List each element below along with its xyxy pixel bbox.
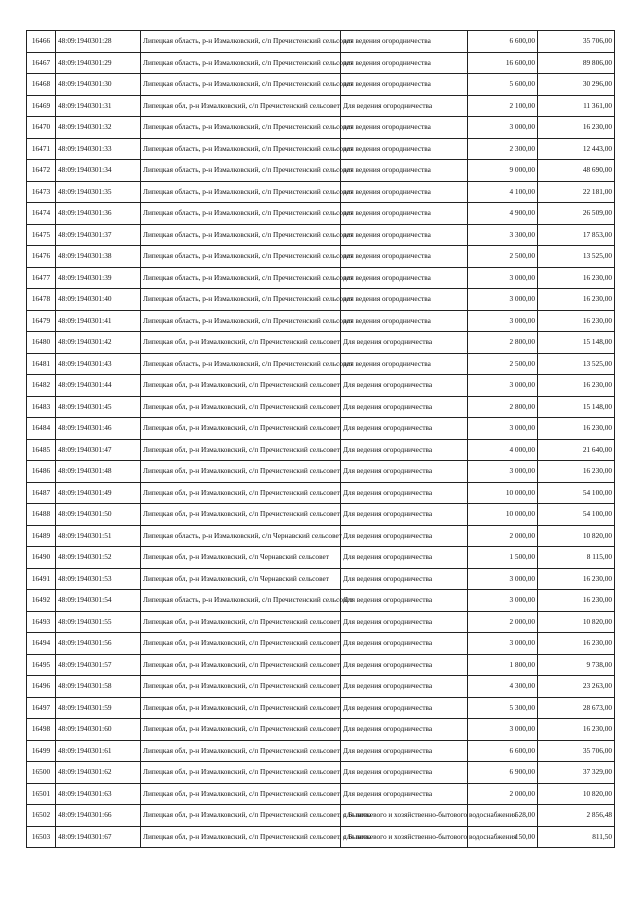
cadastral-value-cell: 54 100,00 bbox=[538, 482, 615, 504]
permitted-use-cell: Для ведения огородничества bbox=[341, 783, 468, 805]
area-cell: 2 000,00 bbox=[468, 783, 538, 805]
cadastral-number-cell: 48:09:1940301:43 bbox=[56, 353, 141, 375]
address-cell: Липецкая обл, р-н Измалковский, с/п Пречистенский сельсовет bbox=[141, 439, 341, 461]
permitted-use-cell: для ведения огородничества bbox=[341, 117, 468, 139]
cadastral-number-cell: 48:09:1940301:48 bbox=[56, 461, 141, 483]
table-row bbox=[27, 826, 615, 848]
row-number-cell: 16482 bbox=[27, 375, 56, 397]
address-cell: Липецкая область, р-н Измалковский, с/п Пречистенский сельсовет bbox=[141, 224, 341, 246]
table-row bbox=[27, 31, 615, 53]
cadastral-number-cell: 48:09:1940301:29 bbox=[56, 52, 141, 74]
address-cell: Липецкая обл, р-н Измалковский, с/п Пречистенский сельсовет bbox=[141, 676, 341, 698]
permitted-use-cell: для ведения огородничества bbox=[341, 74, 468, 96]
permitted-use-cell: Для ведения огородничества bbox=[341, 676, 468, 698]
row-number-cell: 16492 bbox=[27, 590, 56, 612]
address-cell: Липецкая область, р-н Измалковский, с/п Пречистенский сельсовет bbox=[141, 353, 341, 375]
area-cell: 150,00 bbox=[468, 826, 538, 848]
cadastral-number-cell: 48:09:1940301:53 bbox=[56, 568, 141, 590]
permitted-use-cell: Для ведения огородничества bbox=[341, 504, 468, 526]
row-number-cell: 16468 bbox=[27, 74, 56, 96]
permitted-use-cell: для ведения огородничества bbox=[341, 31, 468, 53]
table-row bbox=[27, 740, 615, 762]
area-cell: 3 000,00 bbox=[468, 719, 538, 741]
address-cell: Липецкая область, р-н Измалковский, с/п Пречистенский сельсовет bbox=[141, 31, 341, 53]
row-number-cell: 16484 bbox=[27, 418, 56, 440]
address-cell: Липецкая обл, р-н Измалковский, с/п Пречистенский сельсовет bbox=[141, 740, 341, 762]
permitted-use-cell: Для ведения огородничества bbox=[341, 633, 468, 655]
area-cell: 2 800,00 bbox=[468, 396, 538, 418]
row-number-cell: 16469 bbox=[27, 95, 56, 117]
permitted-use-cell: для ведения огородничества bbox=[341, 310, 468, 332]
address-cell: Липецкая обл, р-н Измалковский, с/п Пречистенский сельсовет bbox=[141, 482, 341, 504]
cadastral-value-cell: 89 806,00 bbox=[538, 52, 615, 74]
address-cell: Липецкая обл, р-н Измалковский, с/п Пречистенский сельсовет bbox=[141, 461, 341, 483]
row-number-cell: 16478 bbox=[27, 289, 56, 311]
cadastral-value-cell: 13 525,00 bbox=[538, 353, 615, 375]
cadastral-number-cell: 48:09:1940301:57 bbox=[56, 654, 141, 676]
address-cell: Липецкая обл, р-н Измалковский, с/п Пречистенский сельсовет bbox=[141, 783, 341, 805]
cadastral-number-cell: 48:09:1940301:51 bbox=[56, 525, 141, 547]
address-cell: Липецкая область, р-н Измалковский, с/п Пречистенский сельсовет bbox=[141, 310, 341, 332]
row-number-cell: 16500 bbox=[27, 762, 56, 784]
row-number-cell: 16483 bbox=[27, 396, 56, 418]
permitted-use-cell: Для ведения огородничества bbox=[341, 461, 468, 483]
address-cell: Липецкая обл, р-н Измалковский, с/п Пречистенский сельсовет bbox=[141, 396, 341, 418]
table-row bbox=[27, 396, 615, 418]
permitted-use-cell: для питьевого и хозяйственно-бытового водоснабжения bbox=[341, 826, 468, 848]
permitted-use-cell: для ведения огородничества bbox=[341, 353, 468, 375]
cadastral-value-cell: 16 230,00 bbox=[538, 310, 615, 332]
cadastral-value-cell: 28 673,00 bbox=[538, 697, 615, 719]
cadastral-number-cell: 48:09:1940301:47 bbox=[56, 439, 141, 461]
cadastral-value-cell: 16 230,00 bbox=[538, 418, 615, 440]
area-cell: 4 100,00 bbox=[468, 181, 538, 203]
row-number-cell: 16471 bbox=[27, 138, 56, 160]
area-cell: 3 000,00 bbox=[468, 375, 538, 397]
permitted-use-cell: для ведения огородничества bbox=[341, 52, 468, 74]
permitted-use-cell: для ведения огородничества bbox=[341, 203, 468, 225]
cadastral-number-cell: 48:09:1940301:37 bbox=[56, 224, 141, 246]
table-row bbox=[27, 95, 615, 117]
cadastral-value-cell: 11 361,00 bbox=[538, 95, 615, 117]
row-number-cell: 16489 bbox=[27, 525, 56, 547]
table-row bbox=[27, 224, 615, 246]
cadastral-number-cell: 48:09:1940301:31 bbox=[56, 95, 141, 117]
cadastral-number-cell: 48:09:1940301:58 bbox=[56, 676, 141, 698]
table-row bbox=[27, 375, 615, 397]
permitted-use-cell: для питьевого и хозяйственно-бытового водоснабжения bbox=[341, 805, 468, 827]
address-cell: Липецкая область, р-н Измалковский, с/п Пречистенский сельсовет bbox=[141, 74, 341, 96]
permitted-use-cell: для ведения огородничества bbox=[341, 246, 468, 268]
area-cell: 3 000,00 bbox=[468, 461, 538, 483]
area-cell: 9 000,00 bbox=[468, 160, 538, 182]
permitted-use-cell: для ведения огородничества bbox=[341, 160, 468, 182]
cadastral-number-cell: 48:09:1940301:49 bbox=[56, 482, 141, 504]
row-number-cell: 16501 bbox=[27, 783, 56, 805]
cadastral-value-cell: 15 148,00 bbox=[538, 396, 615, 418]
cadastral-value-cell: 16 230,00 bbox=[538, 568, 615, 590]
cadastral-number-cell: 48:09:1940301:35 bbox=[56, 181, 141, 203]
address-cell: Липецкая обл, р-н Измалковский, с/п Пречистенский сельсовет bbox=[141, 762, 341, 784]
address-cell: Липецкая область, р-н Измалковский, с/п Пречистенский сельсовет bbox=[141, 246, 341, 268]
area-cell: 528,00 bbox=[468, 805, 538, 827]
cadastral-value-cell: 35 706,00 bbox=[538, 740, 615, 762]
address-cell: Липецкая обл, р-н Измалковский, с/п Пречистенский сельсовет, с Быково bbox=[141, 805, 341, 827]
cadastral-value-cell: 8 115,00 bbox=[538, 547, 615, 569]
table-row bbox=[27, 654, 615, 676]
permitted-use-cell: для ведения огородничества bbox=[341, 181, 468, 203]
cadastral-number-cell: 48:09:1940301:28 bbox=[56, 31, 141, 53]
permitted-use-cell: Для ведения огородничества bbox=[341, 396, 468, 418]
table-row bbox=[27, 461, 615, 483]
table-row bbox=[27, 568, 615, 590]
table-row bbox=[27, 805, 615, 827]
address-cell: Липецкая обл, р-н Измалковский, с/п Чернавский сельсовет bbox=[141, 547, 341, 569]
cadastral-value-cell: 9 738,00 bbox=[538, 654, 615, 676]
permitted-use-cell: Для ведения огородничества bbox=[341, 762, 468, 784]
cadastral-value-cell: 12 443,00 bbox=[538, 138, 615, 160]
cadastral-value-cell: 15 148,00 bbox=[538, 332, 615, 354]
address-cell: Липецкая обл, р-н Измалковский, с/п Чернавский сельсовет bbox=[141, 568, 341, 590]
table-row bbox=[27, 418, 615, 440]
table-row bbox=[27, 611, 615, 633]
address-cell: Липецкая область, р-н Измалковский, с/п Пречистенский сельсовет bbox=[141, 181, 341, 203]
table-row bbox=[27, 676, 615, 698]
permitted-use-cell: Для ведения огородничества bbox=[341, 332, 468, 354]
cadastral-value-cell: 22 181,00 bbox=[538, 181, 615, 203]
cadastral-value-cell: 48 690,00 bbox=[538, 160, 615, 182]
area-cell: 2 000,00 bbox=[468, 525, 538, 547]
table-row bbox=[27, 332, 615, 354]
table-row bbox=[27, 117, 615, 139]
cadastral-number-cell: 48:09:1940301:54 bbox=[56, 590, 141, 612]
table-row bbox=[27, 310, 615, 332]
cadastral-number-cell: 48:09:1940301:36 bbox=[56, 203, 141, 225]
row-number-cell: 16466 bbox=[27, 31, 56, 53]
cadastral-number-cell: 48:09:1940301:67 bbox=[56, 826, 141, 848]
area-cell: 2 100,00 bbox=[468, 95, 538, 117]
address-cell: Липецкая обл, р-н Измалковский, с/п Пречистенский сельсовет bbox=[141, 697, 341, 719]
area-cell: 3 000,00 bbox=[468, 633, 538, 655]
address-cell: Липецкая область, р-н Измалковский, с/п Пречистенский сельсовет bbox=[141, 52, 341, 74]
row-number-cell: 16477 bbox=[27, 267, 56, 289]
table-row bbox=[27, 160, 615, 182]
area-cell: 3 000,00 bbox=[468, 590, 538, 612]
cadastral-value-cell: 10 820,00 bbox=[538, 611, 615, 633]
address-cell: Липецкая обл, р-н Измалковский, с/п Пречистенский сельсовет bbox=[141, 633, 341, 655]
area-cell: 5 300,00 bbox=[468, 697, 538, 719]
table-row bbox=[27, 633, 615, 655]
cadastral-value-cell: 16 230,00 bbox=[538, 461, 615, 483]
cadastral-number-cell: 48:09:1940301:60 bbox=[56, 719, 141, 741]
permitted-use-cell: Для ведения огородничества bbox=[341, 547, 468, 569]
permitted-use-cell: Для ведения огородничества bbox=[341, 740, 468, 762]
row-number-cell: 16473 bbox=[27, 181, 56, 203]
table-row bbox=[27, 52, 615, 74]
cadastral-number-cell: 48:09:1940301:62 bbox=[56, 762, 141, 784]
permitted-use-cell: Для ведения огородничества bbox=[341, 95, 468, 117]
area-cell: 3 000,00 bbox=[468, 310, 538, 332]
table-row bbox=[27, 138, 615, 160]
cadastral-number-cell: 48:09:1940301:40 bbox=[56, 289, 141, 311]
row-number-cell: 16467 bbox=[27, 52, 56, 74]
row-number-cell: 16496 bbox=[27, 676, 56, 698]
cadastral-number-cell: 48:09:1940301:38 bbox=[56, 246, 141, 268]
table-row bbox=[27, 289, 615, 311]
table-row bbox=[27, 181, 615, 203]
cadastral-number-cell: 48:09:1940301:44 bbox=[56, 375, 141, 397]
table-row bbox=[27, 719, 615, 741]
permitted-use-cell: Для ведения огородничества bbox=[341, 418, 468, 440]
cadastral-number-cell: 48:09:1940301:50 bbox=[56, 504, 141, 526]
cadastral-number-cell: 48:09:1940301:52 bbox=[56, 547, 141, 569]
area-cell: 6 600,00 bbox=[468, 31, 538, 53]
cadastral-number-cell: 48:09:1940301:42 bbox=[56, 332, 141, 354]
address-cell: Липецкая область, р-н Измалковский, с/п Чернавский сельсовет bbox=[141, 525, 341, 547]
area-cell: 16 600,00 bbox=[468, 52, 538, 74]
table-row bbox=[27, 547, 615, 569]
area-cell: 6 600,00 bbox=[468, 740, 538, 762]
cadastral-value-cell: 23 263,00 bbox=[538, 676, 615, 698]
area-cell: 3 000,00 bbox=[468, 117, 538, 139]
cadastral-number-cell: 48:09:1940301:34 bbox=[56, 160, 141, 182]
address-cell: Липецкая область, р-н Измалковский, с/п Пречистенский сельсовет bbox=[141, 267, 341, 289]
table-row bbox=[27, 74, 615, 96]
address-cell: Липецкая обл, р-н Измалковский, с/п Пречистенский сельсовет bbox=[141, 654, 341, 676]
row-number-cell: 16486 bbox=[27, 461, 56, 483]
row-number-cell: 16481 bbox=[27, 353, 56, 375]
area-cell: 5 600,00 bbox=[468, 74, 538, 96]
row-number-cell: 16498 bbox=[27, 719, 56, 741]
area-cell: 3 300,00 bbox=[468, 224, 538, 246]
address-cell: Липецкая обл, р-н Измалковский, с/п Пречистенский сельсовет bbox=[141, 719, 341, 741]
cadastral-number-cell: 48:09:1940301:32 bbox=[56, 117, 141, 139]
cadastral-value-cell: 16 230,00 bbox=[538, 289, 615, 311]
row-number-cell: 16493 bbox=[27, 611, 56, 633]
table-row bbox=[27, 697, 615, 719]
table-row bbox=[27, 203, 615, 225]
table-row bbox=[27, 504, 615, 526]
row-number-cell: 16480 bbox=[27, 332, 56, 354]
area-cell: 1 500,00 bbox=[468, 547, 538, 569]
cadastral-value-cell: 10 820,00 bbox=[538, 525, 615, 547]
row-number-cell: 16476 bbox=[27, 246, 56, 268]
permitted-use-cell: Для ведения огородничества bbox=[341, 611, 468, 633]
permitted-use-cell: Для ведения огородничества bbox=[341, 590, 468, 612]
permitted-use-cell: Для ведения огородничества bbox=[341, 697, 468, 719]
cadastral-value-cell: 16 230,00 bbox=[538, 590, 615, 612]
permitted-use-cell: Для ведения огородничества bbox=[341, 439, 468, 461]
row-number-cell: 16470 bbox=[27, 117, 56, 139]
address-cell: Липецкая обл, р-н Измалковский, с/п Пречистенский сельсовет bbox=[141, 418, 341, 440]
area-cell: 2 500,00 bbox=[468, 246, 538, 268]
table-row bbox=[27, 783, 615, 805]
cadastral-number-cell: 48:09:1940301:41 bbox=[56, 310, 141, 332]
permitted-use-cell: для ведения огородничества bbox=[341, 224, 468, 246]
cadastral-number-cell: 48:09:1940301:33 bbox=[56, 138, 141, 160]
permitted-use-cell: Для ведения огородничества bbox=[341, 375, 468, 397]
cadastral-value-cell: 17 853,00 bbox=[538, 224, 615, 246]
area-cell: 3 000,00 bbox=[468, 568, 538, 590]
area-cell: 6 900,00 bbox=[468, 762, 538, 784]
cadastral-value-cell: 16 230,00 bbox=[538, 117, 615, 139]
address-cell: Липецкая область, р-н Измалковский, с/п Пречистенский сельсовет bbox=[141, 160, 341, 182]
area-cell: 1 800,00 bbox=[468, 654, 538, 676]
permitted-use-cell: для ведения огородничества bbox=[341, 289, 468, 311]
row-number-cell: 16491 bbox=[27, 568, 56, 590]
table-row bbox=[27, 525, 615, 547]
row-number-cell: 16499 bbox=[27, 740, 56, 762]
cadastral-number-cell: 48:09:1940301:56 bbox=[56, 633, 141, 655]
cadastral-value-cell: 37 329,00 bbox=[538, 762, 615, 784]
row-number-cell: 16502 bbox=[27, 805, 56, 827]
cadastral-number-cell: 48:09:1940301:59 bbox=[56, 697, 141, 719]
area-cell: 10 000,00 bbox=[468, 504, 538, 526]
area-cell: 2 000,00 bbox=[468, 611, 538, 633]
row-number-cell: 16488 bbox=[27, 504, 56, 526]
area-cell: 3 000,00 bbox=[468, 418, 538, 440]
area-cell: 2 300,00 bbox=[468, 138, 538, 160]
cadastral-number-cell: 48:09:1940301:46 bbox=[56, 418, 141, 440]
address-cell: Липецкая обл, р-н Измалковский, с/п Пречистенский сельсовет, с Быково bbox=[141, 826, 341, 848]
table-row bbox=[27, 353, 615, 375]
permitted-use-cell: для ведения огородничества bbox=[341, 138, 468, 160]
row-number-cell: 16503 bbox=[27, 826, 56, 848]
cadastral-number-cell: 48:09:1940301:30 bbox=[56, 74, 141, 96]
cadastral-value-cell: 16 230,00 bbox=[538, 375, 615, 397]
address-cell: Липецкая обл, р-н Измалковский, с/п Пречистенский сельсовет bbox=[141, 504, 341, 526]
permitted-use-cell: для ведения огородничества bbox=[341, 267, 468, 289]
address-cell: Липецкая область, р-н Измалковский, с/п Пречистенский сельсовет bbox=[141, 117, 341, 139]
cadastral-value-cell: 21 640,00 bbox=[538, 439, 615, 461]
permitted-use-cell: Для ведения огородничества bbox=[341, 568, 468, 590]
cadastral-value-cell: 16 230,00 bbox=[538, 719, 615, 741]
area-cell: 4 000,00 bbox=[468, 439, 538, 461]
cadastral-value-cell: 13 525,00 bbox=[538, 246, 615, 268]
area-cell: 4 900,00 bbox=[468, 203, 538, 225]
area-cell: 2 500,00 bbox=[468, 353, 538, 375]
table-row bbox=[27, 482, 615, 504]
area-cell: 4 300,00 bbox=[468, 676, 538, 698]
table-row bbox=[27, 590, 615, 612]
cadastral-value-cell: 16 230,00 bbox=[538, 633, 615, 655]
cadastral-number-cell: 48:09:1940301:66 bbox=[56, 805, 141, 827]
area-cell: 3 000,00 bbox=[468, 289, 538, 311]
table-body bbox=[27, 31, 615, 848]
row-number-cell: 16497 bbox=[27, 697, 56, 719]
table-row bbox=[27, 267, 615, 289]
row-number-cell: 16494 bbox=[27, 633, 56, 655]
address-cell: Липецкая обл, р-н Измалковский, с/п Пречистенский сельсовет bbox=[141, 375, 341, 397]
area-cell: 10 000,00 bbox=[468, 482, 538, 504]
cadastral-value-cell: 16 230,00 bbox=[538, 267, 615, 289]
land-plots-table bbox=[26, 30, 615, 848]
row-number-cell: 16472 bbox=[27, 160, 56, 182]
row-number-cell: 16474 bbox=[27, 203, 56, 225]
table-row bbox=[27, 762, 615, 784]
row-number-cell: 16487 bbox=[27, 482, 56, 504]
row-number-cell: 16490 bbox=[27, 547, 56, 569]
cadastral-value-cell: 54 100,00 bbox=[538, 504, 615, 526]
cadastral-number-cell: 48:09:1940301:39 bbox=[56, 267, 141, 289]
address-cell: Липецкая область, р-н Измалковский, с/п Пречистенский сельсовет bbox=[141, 138, 341, 160]
table-row bbox=[27, 246, 615, 268]
cadastral-number-cell: 48:09:1940301:45 bbox=[56, 396, 141, 418]
cadastral-number-cell: 48:09:1940301:63 bbox=[56, 783, 141, 805]
cadastral-number-cell: 48:09:1940301:61 bbox=[56, 740, 141, 762]
table-row bbox=[27, 439, 615, 461]
cadastral-number-cell: 48:09:1940301:55 bbox=[56, 611, 141, 633]
cadastral-value-cell: 35 706,00 bbox=[538, 31, 615, 53]
address-cell: Липецкая обл, р-н Измалковский, с/п Пречистенский сельсовет bbox=[141, 611, 341, 633]
address-cell: Липецкая область, р-н Измалковский, с/п Пречистенский сельсовет bbox=[141, 203, 341, 225]
permitted-use-cell: Для ведения огородничества bbox=[341, 525, 468, 547]
address-cell: Липецкая область, р-н Измалковский, с/п Пречистенский сельсовет bbox=[141, 289, 341, 311]
address-cell: Липецкая обл, р-н Измалковский, с/п Пречистенский сельсовет bbox=[141, 95, 341, 117]
permitted-use-cell: Для ведения огородничества bbox=[341, 719, 468, 741]
cadastral-value-cell: 2 856,48 bbox=[538, 805, 615, 827]
permitted-use-cell: Для ведения огородничества bbox=[341, 654, 468, 676]
row-number-cell: 16479 bbox=[27, 310, 56, 332]
row-number-cell: 16475 bbox=[27, 224, 56, 246]
cadastral-value-cell: 811,50 bbox=[538, 826, 615, 848]
address-cell: Липецкая область, р-н Измалковский, с/п Пречистенский сельсовет bbox=[141, 590, 341, 612]
area-cell: 3 000,00 bbox=[468, 267, 538, 289]
row-number-cell: 16495 bbox=[27, 654, 56, 676]
address-cell: Липецкая обл, р-н Измалковский, с/п Пречистенский сельсовет bbox=[141, 332, 341, 354]
cadastral-value-cell: 26 509,00 bbox=[538, 203, 615, 225]
area-cell: 2 800,00 bbox=[468, 332, 538, 354]
cadastral-value-cell: 30 296,00 bbox=[538, 74, 615, 96]
permitted-use-cell: Для ведения огородничества bbox=[341, 482, 468, 504]
row-number-cell: 16485 bbox=[27, 439, 56, 461]
cadastral-value-cell: 10 820,00 bbox=[538, 783, 615, 805]
